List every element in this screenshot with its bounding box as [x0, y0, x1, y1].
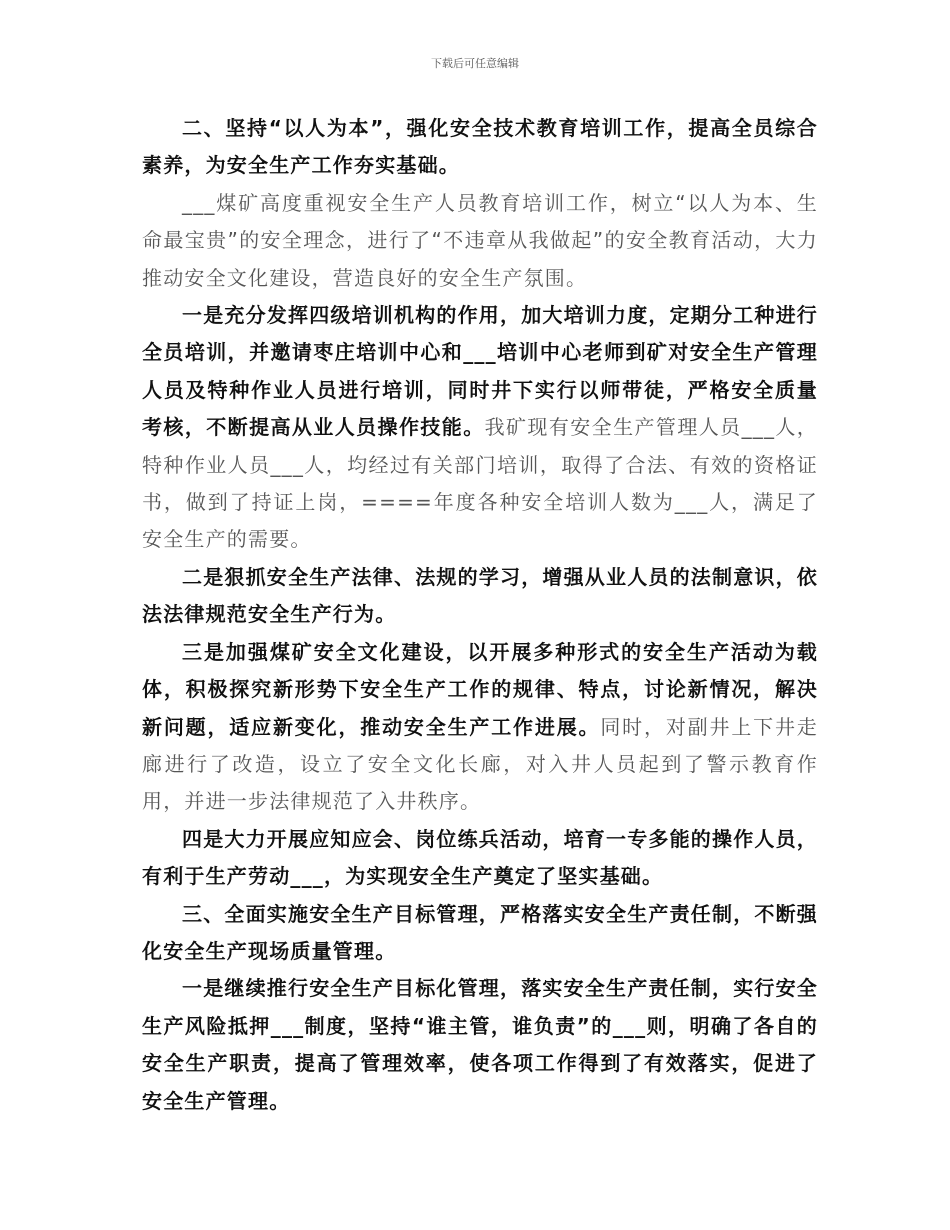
paragraph-2-normal: ___煤矿高度重视安全生产人员教育培训工作，树立“以人为本、生命最宝贵”的安全理念，进行了“不违章从我做起”的安全教育活动，大力推动安全文化建设，营造良好的安全生产氛围。: [142, 190, 818, 290]
paragraph-8-bold: 一是继续推行安全生产目标化管理，落实安全生产责任制，实行安全生产风险抵押___制度，坚持“谁主管，谁负责”的___则，明确了各自的安全生产职责，提高了管理效率，使各项工作得到了有效落实，促进了安全生产管理。: [142, 976, 818, 1113]
paragraph-6: [142, 821, 818, 896]
paragraph-6-bold: 四是大力开展应知应会、岗位练兵活动，培育一专多能的操作人员，有利于生产劳动___，为实现安全生产奠定了坚实基础。: [142, 826, 818, 889]
paragraph-7: [142, 896, 818, 971]
paragraph-3: [142, 297, 818, 559]
paragraph-4: [142, 559, 818, 634]
paragraph-5-normal: 同时，对副井上下井走廊进行了改造，设立了安全文化长廊，对入井人员起到了警示教育作用，并进一步法律规范了入井秩序。: [142, 714, 818, 814]
paragraph-3-bold: 一是充分发挥四级培训机构的作用，加大培训力度，定期分工种进行全员培训，并邀请枣庄培训中心和___培训中心老师到矿对安全生产管理人员及特种作业人员进行培训，同时井下实行以师带徒，严格安全质量考核，不断提高从业人员操作技能。: [142, 303, 818, 440]
paragraph-7-bold: 三、全面实施安全生产目标管理，严格落实安全生产责任制，不断强化安全生产现场质量管理。: [142, 901, 818, 963]
paragraph-8: [142, 970, 818, 1120]
paragraph-4-bold: 二是狠抓安全生产法律、法规的学习，增强从业人员的法制意识，依法法律规范安全生产行为。: [142, 564, 818, 627]
paragraph-5-bold: 三是加强煤矿安全文化建设，以开展多种形式的安全生产活动为载体，积极探究新形势下安全生产工作的规律、特点，讨论新情况，解决新问题，适应新变化，推动安全生产工作进展。: [142, 639, 818, 739]
paragraph-1: [142, 110, 818, 185]
paragraph-2: [142, 185, 818, 297]
document-body: [142, 110, 818, 1120]
paragraph-3-normal: 我矿现有安全生产管理人员___人，特种作业人员___人，均经过有关部门培训，取得了合法、有效的资格证书，做到了持证上岗，====年度各种安全培训人数为___人，满足了安全生产的需要。: [142, 415, 818, 552]
paragraph-1-bold: 二、坚持“以人为本”，强化安全技术教育培训工作，提高全员综合素养，为安全生产工作夯实基础。: [142, 116, 818, 178]
paragraph-5: [142, 634, 818, 821]
page-header: 下载后可任意编辑: [431, 57, 519, 70]
